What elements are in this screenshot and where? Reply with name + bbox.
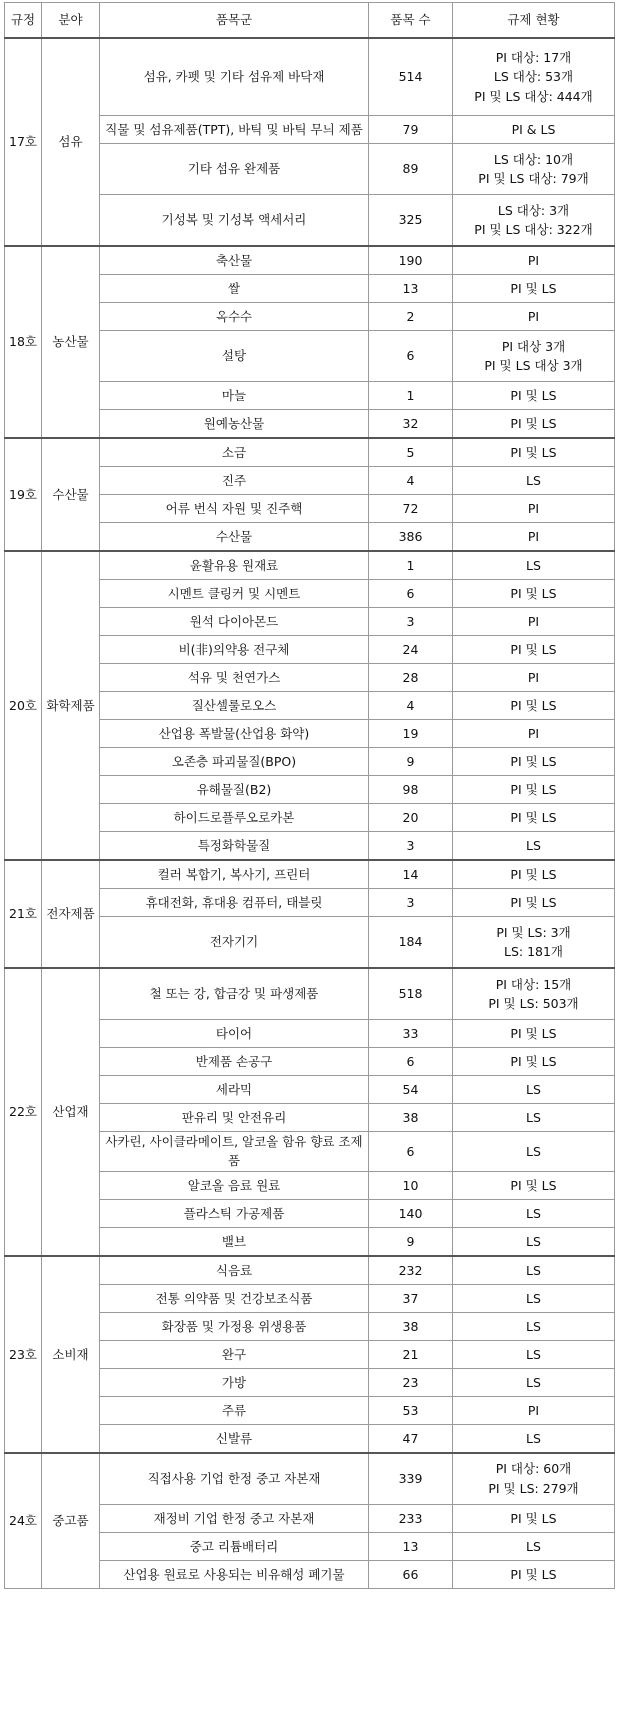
product-group-cell: 유해물질(B2): [100, 776, 369, 804]
regulation-status-cell: [453, 1048, 615, 1076]
rule-cell: 21호: [5, 860, 42, 968]
item-count-cell: 2: [369, 303, 453, 331]
status-line: PI 및 LS: [510, 1053, 557, 1069]
product-group-cell: 중고 리튬배터리: [100, 1532, 369, 1560]
product-group-cell: 석유 및 천연가스: [100, 664, 369, 692]
status-line: LS: [526, 1109, 541, 1125]
status-line: LS: [526, 1346, 541, 1362]
product-group-cell: 신발류: [100, 1424, 369, 1453]
item-count-cell: 518: [369, 968, 453, 1020]
status-line: PI 및 LS: 279개: [488, 1480, 579, 1496]
status-line: LS: [526, 1290, 541, 1306]
product-group-cell: 특정화학물질: [100, 832, 369, 861]
status-line: PI & LS: [511, 121, 556, 137]
regulation-status-cell: [453, 692, 615, 720]
product-group-cell: 어류 번식 자원 및 진주핵: [100, 495, 369, 523]
status-line: LS: [526, 557, 541, 573]
status-line: LS 대상: 3개: [497, 202, 570, 218]
status-line: PI 및 LS 대상 3개: [484, 358, 583, 373]
regulation-status-cell: [453, 275, 615, 303]
regulation-status-cell: [453, 1312, 615, 1340]
item-count-cell: 6: [369, 580, 453, 608]
item-count-cell: 53: [369, 1396, 453, 1424]
header-rule: 규정: [5, 3, 42, 39]
product-group-cell: 원예농산물: [100, 410, 369, 439]
product-group-cell: 가방: [100, 1368, 369, 1396]
product-group-cell: 섬유, 카펫 및 기타 섬유제 바닥재: [100, 38, 369, 116]
rule-cell: 24호: [5, 1453, 42, 1589]
product-group-cell: 휴대전화, 휴대용 컴퓨터, 태블릿: [100, 889, 369, 917]
status-line: PI 및 LS 대상: 322개: [474, 222, 593, 237]
regulation-status-cell: [453, 917, 615, 969]
status-line: LS: [526, 1374, 541, 1390]
table-row: [5, 1453, 615, 1505]
regulation-status-cell: [453, 410, 615, 439]
status-line: LS: [526, 1538, 541, 1554]
regulation-status-cell: [453, 246, 615, 275]
item-count-cell: 10: [369, 1171, 453, 1199]
status-line: LS: [526, 1143, 541, 1159]
item-count-cell: 37: [369, 1284, 453, 1312]
regulation-status-cell: [453, 382, 615, 410]
item-count-cell: 4: [369, 467, 453, 495]
regulation-status-cell: [453, 664, 615, 692]
regulation-status-cell: [453, 1368, 615, 1396]
header-field: 분야: [42, 3, 100, 39]
field-cell: 수산물: [42, 438, 100, 551]
product-group-cell: 직물 및 섬유제품(TPT), 바틱 및 바틱 무늬 제품: [100, 116, 369, 144]
product-group-cell: 쌀: [100, 275, 369, 303]
product-group-cell: 수산물: [100, 523, 369, 552]
item-count-cell: 54: [369, 1076, 453, 1104]
regulation-status-cell: [453, 1396, 615, 1424]
item-count-cell: 32: [369, 410, 453, 439]
product-group-cell: 기성복 및 기성복 액세서리: [100, 195, 369, 247]
rule-cell: 19호: [5, 438, 42, 551]
status-line: PI 및 LS: [510, 809, 557, 825]
item-count-cell: 38: [369, 1104, 453, 1132]
table-row: [5, 860, 615, 889]
product-group-cell: 플라스틱 가공제품: [100, 1199, 369, 1227]
item-count-cell: 3: [369, 832, 453, 861]
regulation-status-cell: [453, 1504, 615, 1532]
regulation-status-cell: [453, 551, 615, 580]
status-line: PI 및 LS: [510, 1177, 557, 1193]
product-group-cell: 마늘: [100, 382, 369, 410]
status-line: PI 및 LS: [510, 781, 557, 797]
product-group-cell: 윤활유용 원재료: [100, 551, 369, 580]
product-group-cell: 판유리 및 안전유리: [100, 1104, 369, 1132]
regulation-status-cell: [453, 1532, 615, 1560]
status-line: PI 및 LS 대상: 79개: [478, 171, 589, 186]
status-line: PI 및 LS: [510, 1025, 557, 1041]
status-line: PI 및 LS: [510, 753, 557, 769]
status-line: PI: [527, 252, 540, 268]
status-line: PI 및 LS: [510, 1566, 557, 1582]
product-group-cell: 전통 의약품 및 건강보조식품: [100, 1284, 369, 1312]
item-count-cell: 20: [369, 804, 453, 832]
status-line: PI 대상: 60개: [495, 1461, 572, 1477]
table-row: [5, 1256, 615, 1285]
regulation-status-cell: [453, 1453, 615, 1505]
item-count-cell: 6: [369, 331, 453, 382]
regulation-status-cell: [453, 1076, 615, 1104]
regulation-status-cell: [453, 467, 615, 495]
status-line: LS 대상: 10개: [493, 151, 574, 167]
product-group-cell: 컬러 복합기, 복사기, 프린터: [100, 860, 369, 889]
product-group-cell: 화장품 및 가정용 위생용품: [100, 1312, 369, 1340]
regulation-status-cell: [453, 1340, 615, 1368]
field-cell: 섬유: [42, 38, 100, 246]
item-count-cell: 233: [369, 1504, 453, 1532]
product-group-cell: 알코올 음료 원료: [100, 1171, 369, 1199]
regulation-status-cell: [453, 1227, 615, 1256]
regulation-status-cell: [453, 1132, 615, 1172]
product-group-cell: 세라믹: [100, 1076, 369, 1104]
table-body: [5, 38, 615, 1588]
table-row: [5, 438, 615, 467]
product-group-cell: 소금: [100, 438, 369, 467]
regulation-status-cell: [453, 748, 615, 776]
header-regulation-status: 규제 현황: [453, 3, 615, 39]
status-line: PI 및 LS: [510, 387, 557, 403]
item-count-cell: 23: [369, 1368, 453, 1396]
product-group-cell: 철 또는 강, 합금강 및 파생제품: [100, 968, 369, 1020]
item-count-cell: 140: [369, 1199, 453, 1227]
product-group-cell: 직접사용 기업 한정 중고 자본재: [100, 1453, 369, 1505]
product-group-cell: 옥수수: [100, 303, 369, 331]
product-group-cell: 사카린, 사이클라메이트, 알코올 함유 향료 조제품: [100, 1132, 369, 1172]
status-line: PI 대상: 15개: [495, 976, 572, 992]
rule-cell: 18호: [5, 246, 42, 438]
product-group-cell: 밸브: [100, 1227, 369, 1256]
regulation-status-cell: [453, 438, 615, 467]
regulation-status-cell: [453, 195, 615, 247]
product-group-cell: 원석 다이아몬드: [100, 608, 369, 636]
product-group-cell: 하이드로플루오로카본: [100, 804, 369, 832]
product-group-cell: 시멘트 클링커 및 시멘트: [100, 580, 369, 608]
item-count-cell: 28: [369, 664, 453, 692]
item-count-cell: 13: [369, 275, 453, 303]
item-count-cell: 5: [369, 438, 453, 467]
status-line: LS 대상: 53개: [493, 69, 574, 85]
status-line: PI: [527, 725, 540, 741]
field-cell: 전자제품: [42, 860, 100, 968]
rule-cell: 22호: [5, 968, 42, 1256]
product-group-cell: 전자기기: [100, 917, 369, 969]
regulation-status-cell: [453, 1256, 615, 1285]
regulation-status-cell: [453, 720, 615, 748]
item-count-cell: 1: [369, 382, 453, 410]
item-count-cell: 98: [369, 776, 453, 804]
field-cell: 화학제품: [42, 551, 100, 860]
status-line: PI 및 LS: [510, 894, 557, 910]
product-group-cell: 산업용 폭발물(산업용 화약): [100, 720, 369, 748]
table-row: [5, 968, 615, 1020]
item-count-cell: 9: [369, 1227, 453, 1256]
regulation-status-cell: [453, 303, 615, 331]
regulation-status-cell: [453, 1020, 615, 1048]
table-row: [5, 246, 615, 275]
item-count-cell: 4: [369, 692, 453, 720]
status-line: LS: [526, 1081, 541, 1097]
item-count-cell: 6: [369, 1132, 453, 1172]
item-count-cell: 386: [369, 523, 453, 552]
status-line: PI: [527, 669, 540, 685]
item-count-cell: 79: [369, 116, 453, 144]
item-count-cell: 66: [369, 1560, 453, 1588]
status-line: PI 및 LS: [510, 415, 557, 431]
item-count-cell: 325: [369, 195, 453, 247]
status-line: LS: 181개: [503, 944, 564, 959]
item-count-cell: 21: [369, 1340, 453, 1368]
regulation-status-cell: [453, 38, 615, 116]
item-count-cell: 184: [369, 917, 453, 969]
item-count-cell: 339: [369, 1453, 453, 1505]
header-product-group: 품목군: [100, 3, 369, 39]
item-count-cell: 6: [369, 1048, 453, 1076]
product-group-cell: 재정비 기업 한정 중고 자본재: [100, 1504, 369, 1532]
regulation-status-cell: [453, 776, 615, 804]
status-line: PI: [527, 500, 540, 516]
table-row: [5, 551, 615, 580]
table-row: [5, 38, 615, 116]
regulation-status-cell: [453, 1171, 615, 1199]
field-cell: 소비재: [42, 1256, 100, 1453]
regulation-status-cell: [453, 1199, 615, 1227]
product-group-cell: 반제품 손공구: [100, 1048, 369, 1076]
product-group-cell: 타이어: [100, 1020, 369, 1048]
regulation-status-cell: [453, 1560, 615, 1588]
product-group-cell: 비(非)의약용 전구체: [100, 636, 369, 664]
regulation-status-cell: [453, 116, 615, 144]
item-count-cell: 9: [369, 748, 453, 776]
item-count-cell: 89: [369, 144, 453, 195]
status-line: PI 및 LS: 3개: [496, 924, 571, 940]
status-line: LS: [526, 1205, 541, 1221]
regulation-status-cell: [453, 804, 615, 832]
item-count-cell: 14: [369, 860, 453, 889]
status-line: PI 및 LS: [510, 280, 557, 296]
item-count-cell: 47: [369, 1424, 453, 1453]
status-line: LS: [526, 1430, 541, 1446]
item-count-cell: 190: [369, 246, 453, 275]
product-group-cell: 진주: [100, 467, 369, 495]
item-count-cell: 33: [369, 1020, 453, 1048]
product-group-cell: 산업용 원료로 사용되는 비유해성 폐기물: [100, 1560, 369, 1588]
item-count-cell: 72: [369, 495, 453, 523]
regulation-status-cell: [453, 495, 615, 523]
item-count-cell: 1: [369, 551, 453, 580]
product-group-cell: 식음료: [100, 1256, 369, 1285]
rule-cell: 20호: [5, 551, 42, 860]
regulation-status-cell: [453, 580, 615, 608]
product-group-cell: 설탕: [100, 331, 369, 382]
product-group-cell: 기타 섬유 완제품: [100, 144, 369, 195]
regulation-status-cell: [453, 889, 615, 917]
status-line: PI 및 LS: 503개: [488, 996, 579, 1011]
status-line: PI 및 LS: [510, 444, 557, 460]
product-group-cell: 질산셀룰로오스: [100, 692, 369, 720]
regulation-status-cell: [453, 331, 615, 382]
item-count-cell: 19: [369, 720, 453, 748]
status-line: PI 및 LS: [510, 1510, 557, 1526]
status-line: PI 및 LS 대상: 444개: [474, 88, 593, 104]
product-group-cell: 오존층 파괴물질(BPO): [100, 748, 369, 776]
rule-cell: 17호: [5, 38, 42, 246]
item-count-cell: 38: [369, 1312, 453, 1340]
item-count-cell: 3: [369, 608, 453, 636]
regulation-status-cell: [453, 1424, 615, 1453]
item-count-cell: 3: [369, 889, 453, 917]
item-count-cell: 232: [369, 1256, 453, 1285]
status-line: PI: [527, 613, 540, 629]
status-line: LS: [526, 837, 541, 853]
product-group-cell: 주류: [100, 1396, 369, 1424]
rule-cell: 23호: [5, 1256, 42, 1453]
regulation-status-cell: [453, 832, 615, 861]
item-count-cell: 13: [369, 1532, 453, 1560]
status-line: PI 대상: 17개: [495, 49, 572, 65]
item-count-cell: 514: [369, 38, 453, 116]
product-group-cell: 완구: [100, 1340, 369, 1368]
status-line: LS: [526, 1318, 541, 1334]
status-line: LS: [526, 1233, 541, 1249]
item-count-cell: 24: [369, 636, 453, 664]
status-line: PI 대상 3개: [501, 338, 566, 354]
field-cell: 산업재: [42, 968, 100, 1256]
status-line: PI: [527, 1402, 540, 1418]
status-line: LS: [526, 472, 541, 488]
field-cell: 중고품: [42, 1453, 100, 1589]
regulation-status-cell: [453, 1284, 615, 1312]
regulation-status-cell: [453, 144, 615, 195]
regulation-status-cell: [453, 968, 615, 1020]
status-line: LS: [526, 1262, 541, 1278]
regulation-status-cell: [453, 1104, 615, 1132]
regulation-status-cell: [453, 608, 615, 636]
regulation-status-cell: [453, 636, 615, 664]
regulation-status-cell: [453, 523, 615, 552]
status-line: PI 및 LS: [510, 866, 557, 882]
status-line: PI: [527, 528, 540, 544]
status-line: PI 및 LS: [510, 641, 557, 657]
status-line: PI: [527, 308, 540, 324]
status-line: PI 및 LS: [510, 585, 557, 601]
table-header-row: [5, 3, 615, 39]
product-group-cell: 축산물: [100, 246, 369, 275]
status-line: PI 및 LS: [510, 697, 557, 713]
regulation-status-cell: [453, 860, 615, 889]
header-item-count: 품목 수: [369, 3, 453, 39]
field-cell: 농산물: [42, 246, 100, 438]
regulation-table: [4, 2, 615, 1589]
